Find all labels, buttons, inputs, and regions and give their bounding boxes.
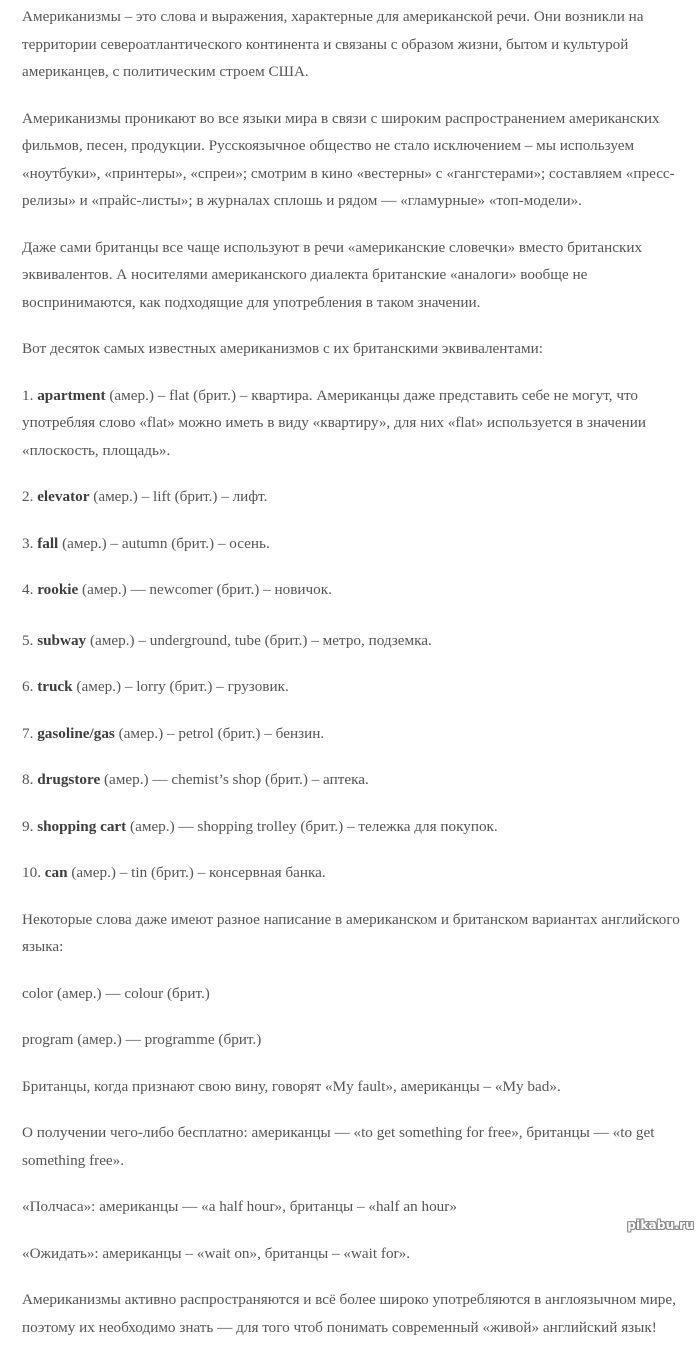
article-body [22, 3, 682, 1360]
item-number: 5. [22, 631, 34, 649]
item-description: (амер.) – petrol (брит.) – бензин. [114, 724, 325, 742]
item-number: 1. [22, 386, 34, 404]
phrase-example: «Полчаса»: американцы — «a half hour», британцы – «half an hour» [22, 1198, 457, 1215]
item-term: gasoline/gas [37, 724, 115, 742]
item-description: (амер.) – tin (брит.) – консервная банка. [67, 864, 326, 881]
item-term: elevator [37, 488, 90, 505]
americanisms-list [22, 382, 682, 887]
outro-paragraph: Некоторые слова даже имеют разное написание в американском и британском вариантах английского языка: [22, 910, 680, 955]
list-item [22, 813, 682, 841]
item-description: (амер.) – flat (брит.) – квартира. Американцы даже представить себе не могут, что употребляя слово «flat» можно иметь в виду «квартиру», для них «flat» используется в значении «плоскость, площадь». [22, 386, 647, 459]
intro-paragraph: Даже сами британцы все чаще используют в речи «американские словечки» вместо британских эквивалентов. А носителями американского диалекта британские «аналоги» вообще не воспринимаются, как подходящие для употребления в таком значении. [22, 238, 643, 311]
item-description: (амер.) — newcomer (брит.) – новичок. [78, 581, 332, 598]
intro-paragraph: Американизмы проникают во все языки мира в связи с широким распространением американских фильмов, песен, продукции. Русскоязычное общество не стало исключением – мы используем «ноутбуки», «принтеры», «спреи»; смотрим в кино «вестерны» с «гангстерами»; составляем «пресс-релизы» и «прайс-листы»; в журналах сплошь и рядом — «гламурные» «топ-модели». [22, 109, 675, 209]
list-item [22, 483, 682, 511]
list-item [22, 720, 682, 748]
phrase-example: Британцы, когда признают свою вину, говорят «My fault», американцы – «My bad». [22, 1077, 561, 1095]
item-number: 3. [22, 534, 34, 552]
list-item [22, 530, 682, 558]
item-term: subway [37, 631, 87, 649]
item-description: (амер.) — shopping trolley (брит.) – тележка для покупок. [126, 817, 498, 835]
item-term: rookie [37, 581, 79, 598]
item-number: 8. [22, 771, 34, 788]
intro-paragraph: Вот десяток самых известных американизмов с их британскими эквивалентами: [22, 340, 543, 357]
list-item [22, 859, 682, 887]
item-description: (амер.) – lift (брит.) – лифт. [89, 488, 268, 505]
conclusion-paragraph: Американизмы активно распространяются и всё более широко употребляются в англоязычном мире, поэтому их необходимо знать — для того чтоб понимать современный «живой» английский язык! [22, 1291, 676, 1336]
site-watermark: pikabu.ru [627, 1217, 694, 1232]
phrase-example: «Ожидать»: американцы – «wait on», британцы – «wait for». [22, 1244, 410, 1262]
list-item [22, 627, 682, 655]
item-number: 4. [22, 581, 34, 598]
item-term: drugstore [37, 771, 101, 788]
list-item [22, 576, 682, 604]
intro-paragraph: Американизмы – это слова и выражения, характерные для американской речи. Они возникли на территории североатлантического континента и связаны с образом жизни, бытом и культурой американцев, с политическим строем США. [22, 8, 644, 80]
item-term: apartment [37, 386, 106, 404]
item-number: 9. [22, 817, 34, 835]
spelling-example: program (амер.) — programme (брит.) [22, 1031, 262, 1048]
item-number: 6. [22, 678, 34, 695]
spelling-example: color (амер.) — colour (брит.) [22, 984, 210, 1002]
item-term: fall [37, 534, 59, 552]
list-item [22, 766, 682, 794]
item-description: (амер.) – underground, tube (брит.) – метро, подземка. [86, 631, 432, 649]
item-number: 10. [22, 864, 41, 881]
item-description: (амер.) – autumn (брит.) – осень. [58, 534, 270, 552]
item-term: truck [37, 678, 73, 695]
item-number: 7. [22, 724, 34, 742]
item-description: (амер.) — chemist’s shop (брит.) – аптека. [100, 771, 369, 788]
item-description: (амер.) – lorry (брит.) – грузовик. [72, 678, 289, 695]
item-number: 2. [22, 488, 34, 505]
list-item [22, 382, 682, 465]
item-term: shopping cart [37, 817, 127, 835]
list-item [22, 673, 682, 701]
phrase-example: О получении чего-либо бесплатно: американцы — «to get something for free», британцы — «to get something free». [22, 1124, 655, 1169]
item-term: can [44, 864, 68, 881]
